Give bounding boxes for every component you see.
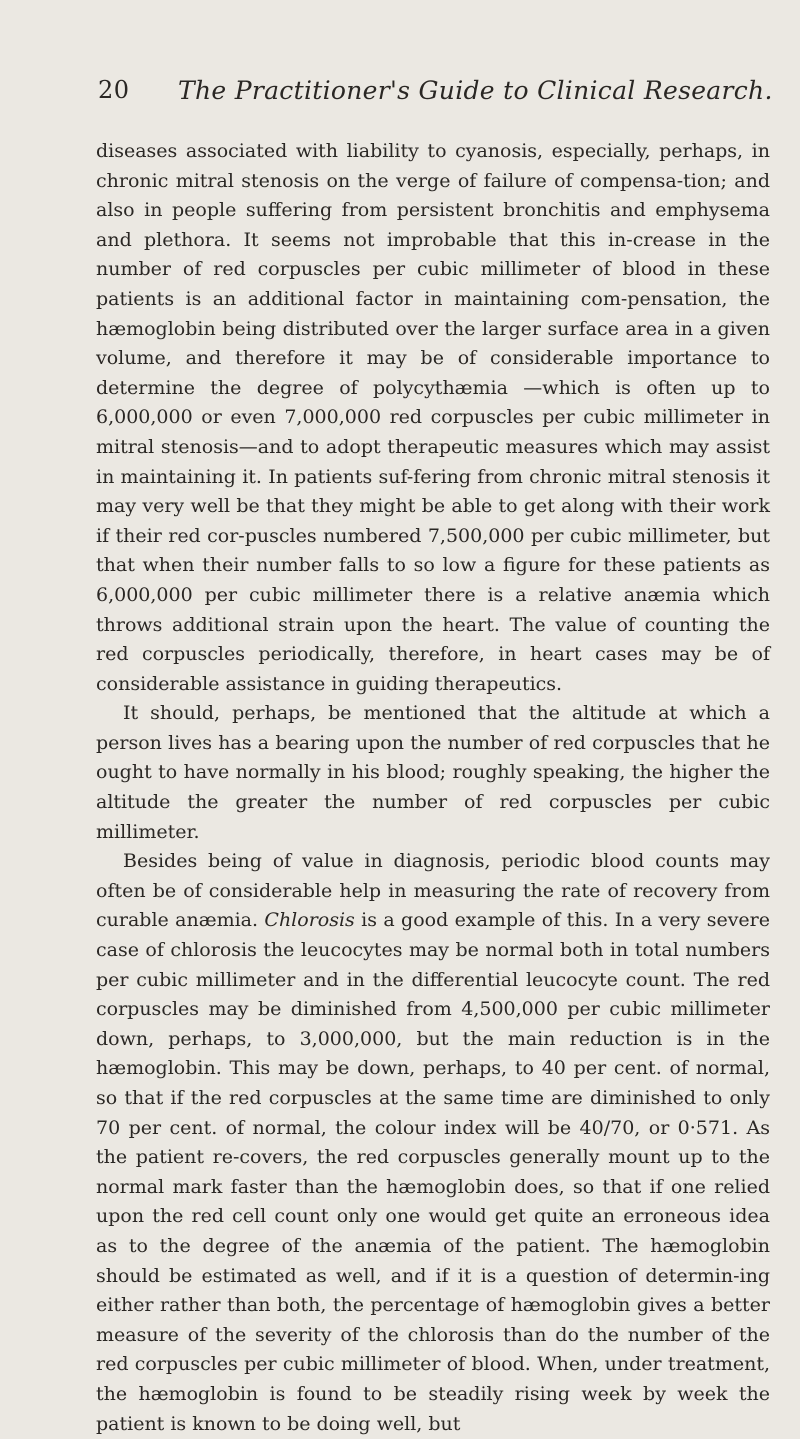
- body-text: [96, 137, 770, 1439]
- paragraph-1: diseases associated with liability to cyanosis, especially, perhaps, in chronic mitral stenosis on the verge of failure of compensa-tion; and also in people suffering from persistent bronchitis and emphysema and plethora. It seems not improbable that this in-crease in the number of red corpuscles per cubic millimeter of blood in these patients is an additional factor in maintaining com-pensation, the hæmoglobin being distributed over the larger surface area in a given volume, and therefore it may be of considerable importance to determine the degree of polycythæmia —which is often up to 6,000,000 or even 7,000,000 red corpuscles per cubic millimeter in mitral stenosis—and to adopt therapeutic measures which may assist in maintaining it. In patients suf-fering from chronic mitral stenosis it may very well be that they might be able to get along with their work if their red cor-puscles numbered 7,500,000 per cubic millimeter, but that when their number falls to so low a figure for these patients as 6,000,000 per cubic millimeter there is a relative anæmia which throws additional strain upon the heart. The value of counting the red corpuscles periodically, therefore, in heart cases may be of considerable assistance in guiding therapeutics.: [96, 140, 770, 695]
- paragraph-3: [96, 847, 770, 1439]
- paragraph-3-text-b: is a good example of this. In a very severe case of chlorosis the leucocytes may be normal both in total numbers per cubic millimeter and in the differential leucocyte count. The red corpuscles may be diminished from 4,500,000 per cubic millimeter down, perhaps, to 3,000,000, but the main reduction is in the hæmoglobin. This may be down, perhaps, to 40 per cent. of normal, so that if the red corpuscles at the same time are diminished to only 70 per cent. of normal, the colour index will be 40/70, or 0·571. As the patient re-covers, the red corpuscles generally mount up to the normal mark faster than the hæmoglobin does, so that if one relied upon the red cell count only one would get quite an erroneous idea as to the degree of the anæmia of the patient. The hæmoglobin should be estimated as well, and if it is a question of determin-ing either rather than both, the percentage of hæmoglobin gives a better measure of the severity of the chlorosis than do the number of the red corpuscles per cubic millimeter of blood. When, under treatment, the hæmoglobin is found to be steadily rising week by week the patient is known to be doing well, but: [96, 909, 771, 1435]
- page-header: [98, 76, 773, 112]
- paragraph-3-text-a: Besides being of value in diagnosis, periodic blood counts may often be of considerable help in measuring the rate of recovery from curable anæmia.: [96, 850, 770, 932]
- running-title: The Practitioner's Guide to Clinical Research.: [178, 76, 773, 105]
- chlorosis-emphasis: Chlorosis: [264, 909, 355, 932]
- page-number: 20: [98, 76, 130, 104]
- paragraph-2: It should, perhaps, be mentioned that the altitude at which a person lives has a bearing upon the number of red corpuscles that he ought to have normally in his blood; roughly speaking, the higher the altitude the greater the number of red corpuscles per cubic millimeter.: [96, 702, 770, 843]
